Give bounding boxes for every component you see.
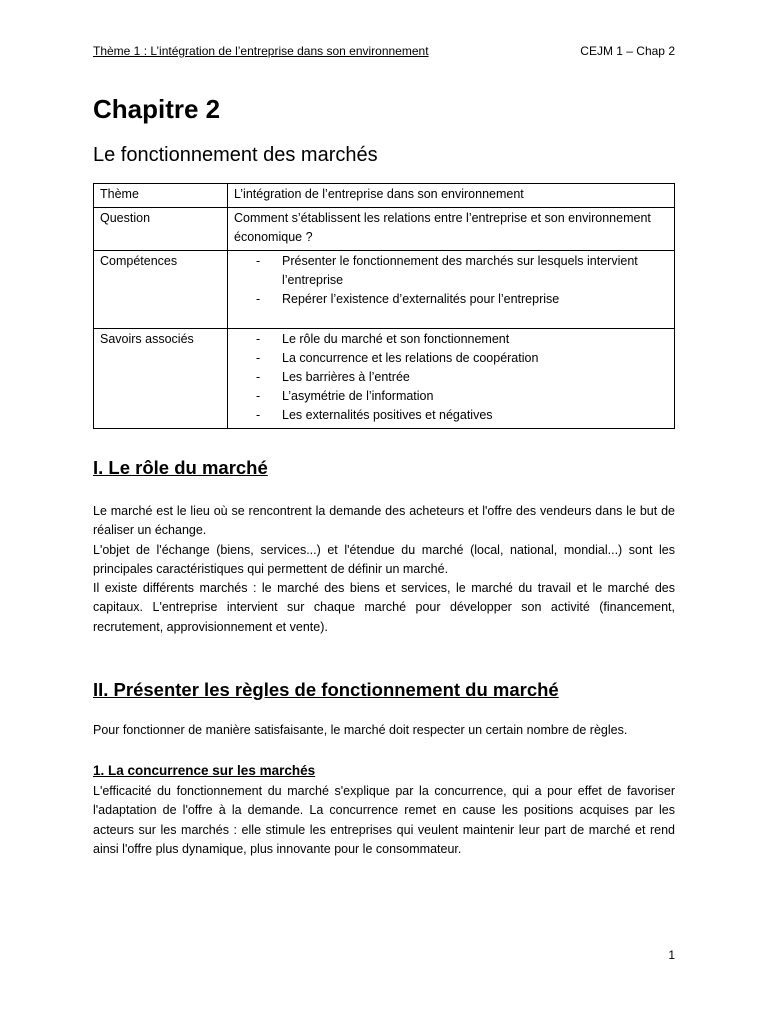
section-1-paragraph-3: Il existe différents marchés : le marché des biens et services, le marché du travail et le marché des capitaux. L'entreprise intervient sur chaque marché pour développer son activité (financement, recrutement, approvisionnement et vente). <box>93 581 675 634</box>
list-item: - L’asymétrie de l’information <box>256 387 668 406</box>
section-2-intro: Pour fonctionner de manière satisfaisante, le marché doit respecter un certain nombre de règles. <box>93 723 628 737</box>
savoirs-label: Savoirs associés <box>94 329 228 429</box>
competences-cell <box>228 251 675 329</box>
header-course: CEJM 1 – Chap 2 <box>580 44 675 58</box>
question-label: Question <box>94 208 228 251</box>
theme-value: L’intégration de l’entreprise dans son environnement <box>228 184 675 208</box>
header-theme: Thème 1 : L’intégration de l’entreprise dans son environnement <box>93 44 429 58</box>
section-1-paragraph-2: L'objet de l'échange (biens, services...) et l'étendue du marché (local, national, mondial...) sont les principales caractéristiques qui permettent de définir un marché. <box>93 543 675 577</box>
table-row-savoirs <box>94 329 675 429</box>
savoirs-list <box>234 330 668 425</box>
table-row-theme <box>94 184 675 208</box>
theme-label: Thème <box>94 184 228 208</box>
competences-list <box>234 252 668 309</box>
list-item: - Les externalités positives et négatives <box>256 406 668 425</box>
subsection-1-heading: 1. La concurrence sur les marchés <box>93 763 316 778</box>
section-1-paragraph-1: Le marché est le lieu où se rencontrent la demande des acheteurs et l'offre des vendeurs dans le but de réaliser un échange. <box>93 504 675 538</box>
list-item: - Repérer l’existence d’externalités pour l’entreprise <box>256 290 668 309</box>
list-item: - Les barrières à l’entrée <box>256 368 668 387</box>
chapter-subtitle: Le fonctionnement des marchés <box>93 144 378 166</box>
list-item: - Le rôle du marché et son fonctionnement <box>256 330 668 349</box>
list-item: - Présenter le fonctionnement des marchés sur lesquels intervient l’entreprise <box>256 252 668 290</box>
question-value: Comment s’établissent les relations entre l’entreprise et son environnement économique ? <box>228 208 675 251</box>
subsection-1-paragraph: L'efficacité du fonctionnement du marché s'explique par la concurrence, qui a pour effet de favoriser l'adaptation de l'offre à la demande. La concurrence remet en cause les positions acquises par les acteurs sur les marchés : elle stimule les entreprises qui veulent maintenir leur part de marché et rend ainsi l'offre plus dynamique, plus innovante pour le consommateur. <box>93 784 675 856</box>
section-2-heading: II. Présenter les règles de fonctionnement du marché <box>93 679 559 700</box>
chapter-title: Chapitre 2 <box>93 94 221 124</box>
list-item: - La concurrence et les relations de coopération <box>256 349 668 368</box>
table-row-question <box>94 208 675 251</box>
page-number: 1 <box>668 948 675 962</box>
table-row-competences <box>94 251 675 329</box>
section-1-heading: I. Le rôle du marché <box>93 457 268 478</box>
competences-label: Compétences <box>94 251 228 329</box>
savoirs-cell <box>228 329 675 429</box>
chapter-info-table <box>93 183 675 429</box>
